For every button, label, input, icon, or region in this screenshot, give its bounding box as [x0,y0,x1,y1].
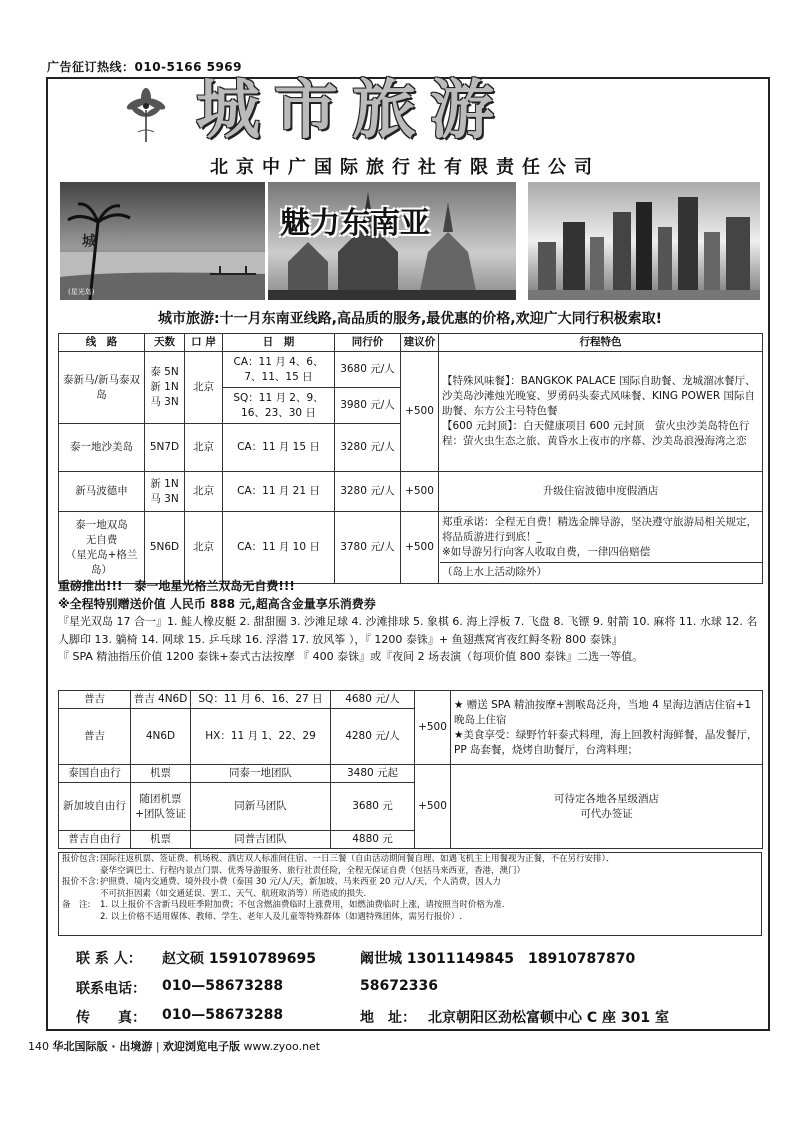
notes-label: 备 注: [62,900,91,910]
ticket-type: 机票 [131,831,191,849]
headline: 城市旅游:十一月东南亚线路,高品质的服务,最优惠的价格,欢迎广大同行积极索取! [158,311,662,327]
suggest-price: +500 [401,512,439,584]
flower-logo-icon [122,84,170,146]
page-footer: 140 华北国际版 · 出境游 | 欢迎浏览电子版 www.zyoo.net [28,1040,321,1053]
route-name: 泰一地双岛 无自费 （星光岛+格兰岛） [59,512,145,584]
notes-text: 2. 以上价格不适用媒体、教师、学生、老年人及儿童等特殊群体（如遇特殊团体，需另行报价）. [100,911,463,922]
days: 5N6D [145,512,185,584]
promo-text: 『星光双岛 17 合一』1. 鮭人橡皮艇 2. 甜甜圈 3. 沙滩足球 4. 沙滩排球 5. 象棋 6. 海上浮板 7. 飞盘 8. 飞镖 9. 射箭 10. 麻将 11. 水球 12. 名人脚印 13. 躺椅 14. 网球 15. 乒乓球 16. 浮潜 17. 放风筝 ），『 1200 泰铢』+ 鱼翅燕窝宵夜红鲟冬粉 800 泰铢』 [58,615,758,646]
ticket-type: 随团机票+团队签证 [131,783,191,831]
days: 新 1N 马 3N [145,472,185,512]
port: 北京 [185,424,223,472]
date: CA：11 月 10 日 [223,512,335,584]
ad-hotline: 广告征订热线：010-5166 5969 [47,60,243,74]
date: SQ：11 月 6、16、27 日 [191,691,331,709]
price: 3480 元起 [331,765,415,783]
notes-label: 报价不含: [62,877,99,887]
route-table [58,333,763,584]
ticket-type: 机票 [131,765,191,783]
route-name: 普吉 [59,691,131,709]
description: 同泰一地团队 [191,765,331,783]
promo-title: 重磅推出!!! 泰一地星光格兰双岛无自费!!! [58,579,295,593]
col-port: 口 岸 [185,334,223,352]
date: CA：11 月 4、6、7、11、15 日 [223,352,335,388]
phuket-free-table [58,690,763,849]
contact-label: 联 系 人： [76,951,142,967]
table-row [59,765,763,783]
feature: 可待定各地各星级酒店 可代办签证 [451,765,763,849]
promo-block [58,578,762,666]
promo-text: 『 SPA 精油指压价值 1200 泰铢+泰式古法按摩 『 400 泰铢』或『夜间 2 场表演（每项价值 800 泰铢』二选一等值。 [58,650,644,663]
col-date: 日 期 [223,334,335,352]
suggest-price: +500 [415,691,451,765]
notes-text: 护照费、境内交通费、境外段小费（泰国 30 元/人/天，新加坡、马来西亚 20 元/人/天，个人消费，因人力 [100,877,501,887]
route-name: 新马波德申 [59,472,145,512]
fax-number: 010—58673288 [162,1007,284,1023]
divider [440,562,762,563]
contact-label: 联系电话： [76,981,146,997]
company-name: 北京中广国际旅行社有限责任公司 [210,157,600,178]
description: 同普吉团队 [191,831,331,849]
price: 4280 元/人 [331,709,415,765]
price: 3980 元/人 [335,388,401,424]
feature-text: 郑重承诺：全程无自费！精选金牌导游，坚决遵守旅游局相关规定，将品质游进行到底！_ [442,516,757,543]
days: 4N6D [131,709,191,765]
notes-text: 豪华空调巴士、行程内景点门票、优秀导游服务、旅行社责任险，全程无保证自费（包括马来西亚，香港，澳门） [100,865,526,876]
route-name: 普吉自由行 [59,831,131,849]
date: SQ：11 月 2、9、16、23、30 日 [223,388,335,424]
feature-text: 【600 元封顶】：白天健康项目 600 元封顶 萤火虫沙美岛特色行程：萤火虫生态之旅、黄昏水上夜市的序幕、沙美岛浪漫海湾之恋 [442,420,750,447]
route-name: 泰一地沙美岛 [59,424,145,472]
days: 泰 5N 新 1N 马 3N [145,352,185,424]
price: 3680 元/人 [335,352,401,388]
address: 北京朝阳区劲松富顿中心 C 座 301 室 [428,1010,669,1026]
route-name: 泰新马/新马泰双岛 [59,352,145,424]
suggest-price: +500 [401,352,439,472]
price-notes [58,852,762,936]
table-header [59,334,763,352]
date: CA：11 月 21 日 [223,472,335,512]
feature: 升级住宿波德申度假酒店 [439,472,763,512]
feature-text: ★美食享受：绿野竹轩泰式料理，海上回教村海鲜餐，晶发餐厅，PP 岛套餐，烧烤自助餐厅，台湾料理； [454,728,758,756]
suggest-price: +500 [401,472,439,512]
col-price: 同行价 [335,334,401,352]
feature-text: （岛上水上活动除外） [442,566,547,578]
table-row [59,352,763,388]
brand-title: 城市旅游 [196,73,508,148]
days: 5N7D [145,424,185,472]
suggest-price: +500 [415,765,451,849]
price: 3280 元/人 [335,472,401,512]
notes-text: 国际往返机票、签证费、机场税、酒店双人标准间住宿、一日三餐（自由活动期间餐自理、如遇飞机主上用餐视为正餐，不在另行安排）、 [100,854,615,864]
contact-person: 阚世城 13011149845 18910787870 [360,951,636,967]
feature [439,352,763,472]
port: 北京 [185,352,223,424]
table-row [59,691,763,709]
notes-text: 1. 以上报价不含新马段旺季附加费；不包含燃油费临时上涨费用，如燃油费临时上涨，请按照当时价格为准. [100,900,505,910]
page-number: 140 [28,1040,49,1053]
photo-brand-mark: 城 [82,234,96,250]
table-row [59,512,763,584]
publication-name: 华北国际版 · 出境游 [52,1040,153,1053]
feature-text: ★ 赠送 SPA 精油按摩+割喉岛泛舟，当地 4 星海边酒店住宿+1 晚岛上住宿 [454,698,752,726]
price: 3680 元 [331,783,415,831]
phone-number: 58672336 [360,978,438,994]
notes-label: 报价包含: [62,854,99,864]
date: HX：11 月 1、22、29 [191,709,331,765]
price: 4880 元 [331,831,415,849]
web-label: 欢迎浏览电子版 [163,1040,241,1053]
phone-number: 010—58673288 [162,978,284,994]
price: 4680 元/人 [331,691,415,709]
date: CA：11 月 15 日 [223,424,335,472]
notes-text: 不可抗拒因素（如交通延误、罢工、天气、航班取消等）所造成的损失. [100,888,367,899]
feature-text: 【特殊风味餐】：BANGKOK PALACE 国际自助餐、龙城溜冰餐厅、沙美岛沙滩烛光晚宴、罗勇码头泰式风味餐、KING POWER 国际自助餐、东方公主号特色餐 [442,375,756,417]
beach-photo [60,182,265,300]
route-name: 普吉 [59,709,131,765]
city-skyline-photo [528,182,760,300]
promo-subtitle: ※全程特别赠送价值 人民币 888 元,超高含金量享乐消费券 [58,596,376,611]
route-name: 泰国自由行 [59,765,131,783]
website-url: www.zyoo.net [243,1040,321,1053]
banner-slogan: 魅力东南亚 [280,206,430,241]
col-days: 天数 [145,334,185,352]
price: 3280 元/人 [335,424,401,472]
price: 3780 元/人 [335,512,401,584]
col-feature: 行程特色 [439,334,763,352]
port: 北京 [185,472,223,512]
description: 同新马团队 [191,783,331,831]
col-suggest: 建议价 [401,334,439,352]
contact-label: 地 址： [360,1010,416,1026]
col-route: 线 路 [59,334,145,352]
feature [451,691,763,765]
feature-text: ※如导游另行向客人收取自费，一律四倍赔偿 [442,546,651,558]
port: 北京 [185,512,223,584]
table-row [59,472,763,512]
contact-person: 赵文硕 15910789695 [162,951,317,967]
contact-label: 传 真： [76,1010,146,1026]
photo-caption: (星光岛) [68,288,95,296]
feature [439,512,763,584]
days: 普吉 4N6D [131,691,191,709]
route-name: 新加坡自由行 [59,783,131,831]
